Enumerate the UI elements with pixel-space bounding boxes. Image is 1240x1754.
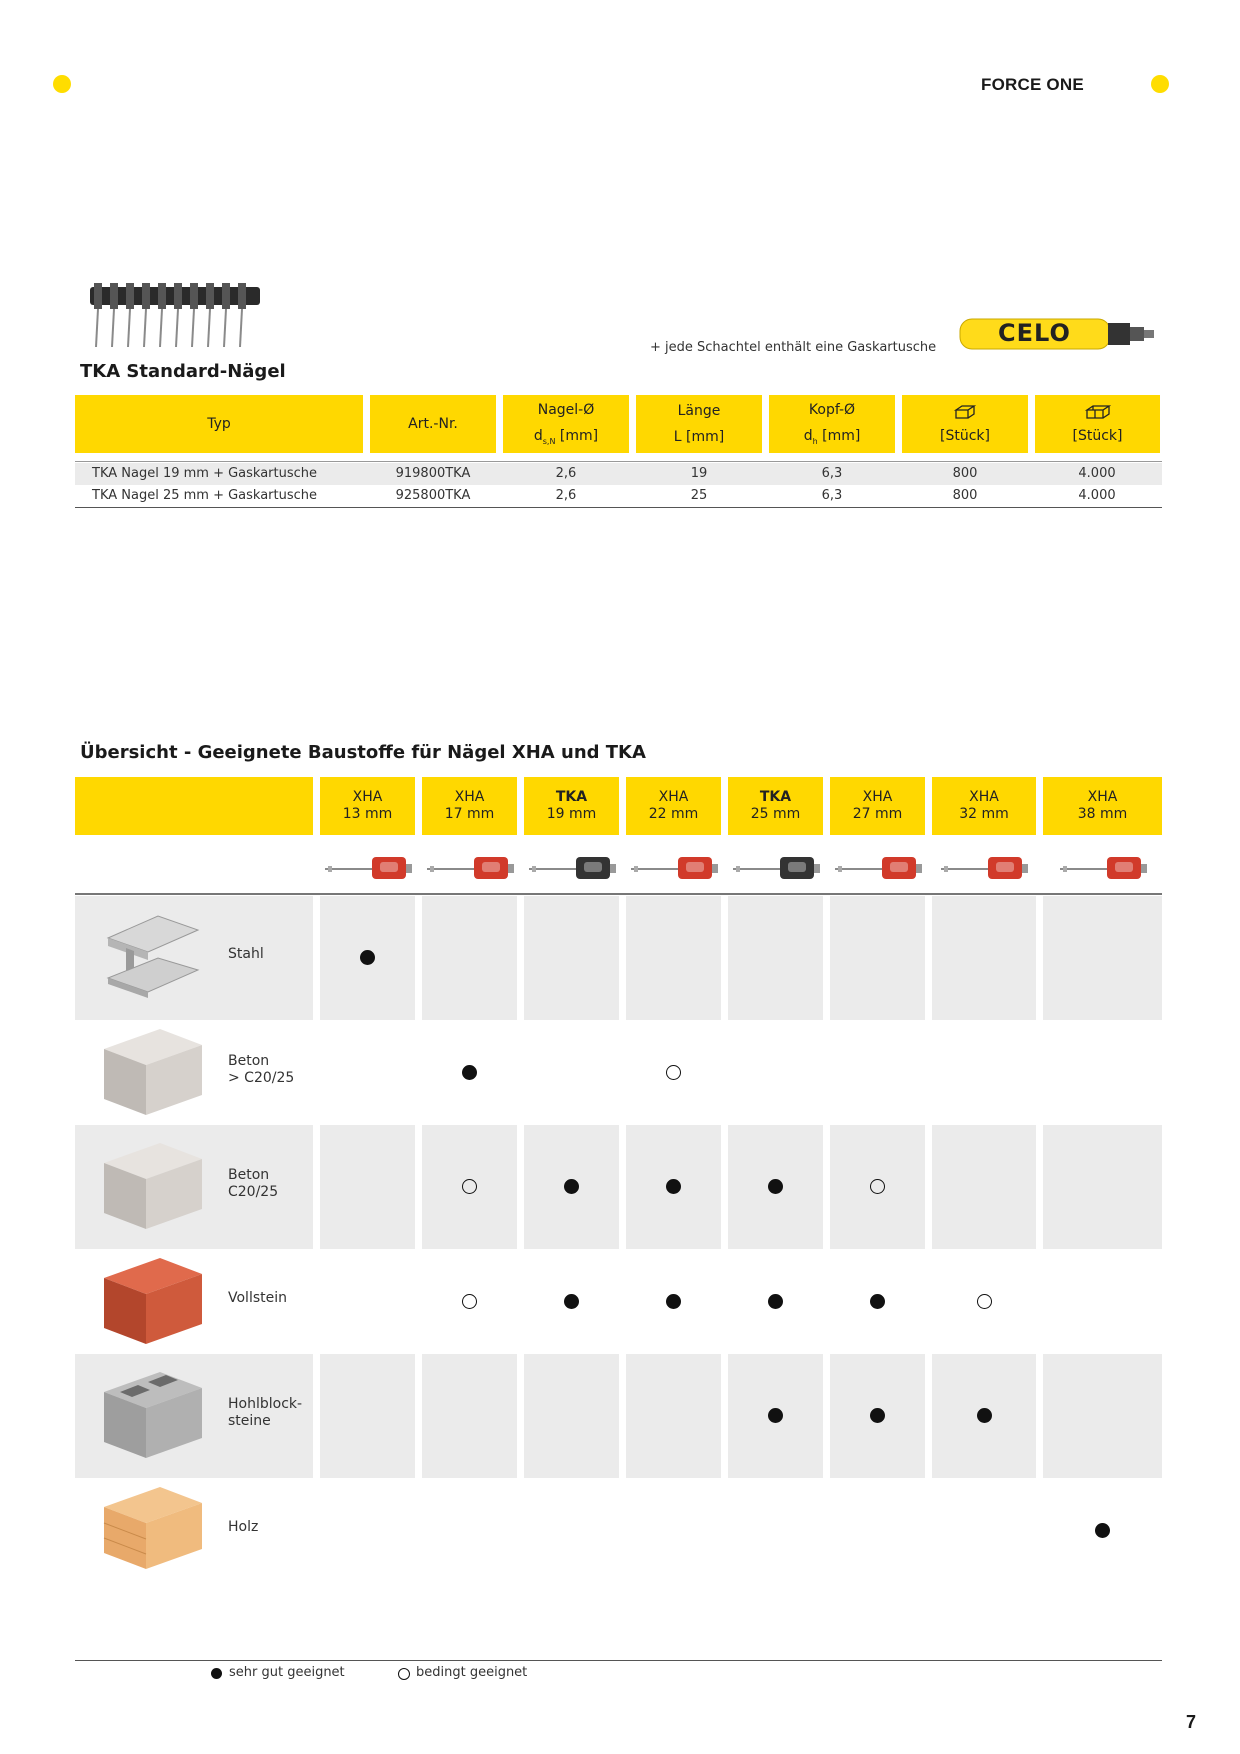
cell-band <box>728 896 823 1020</box>
legend-full-dot <box>211 1668 222 1679</box>
col-typ <box>75 395 363 453</box>
col-laenge-label: Länge <box>677 403 721 419</box>
nail-header-0 <box>320 777 415 835</box>
material-name: Beton <box>228 1052 270 1069</box>
nail-icon <box>526 852 618 882</box>
carton-stack-icon <box>1085 404 1111 420</box>
material-header-cell <box>75 777 313 835</box>
nail-size-label: 27 mm <box>852 806 903 822</box>
cell-band <box>932 896 1036 1020</box>
nail-size-label: 13 mm <box>342 806 393 822</box>
col-box <box>902 395 1028 453</box>
material-label <box>228 1519 258 1536</box>
rating-half-dot <box>462 1294 477 1309</box>
nail-size-label: 17 mm <box>444 806 495 822</box>
concrete-block-icon <box>98 1023 206 1119</box>
legend-full-label: sehr gut geeignet <box>229 1665 345 1680</box>
wood-icon <box>98 1481 206 1577</box>
nail-header-3 <box>626 777 721 835</box>
material-name: Stahl <box>228 946 264 962</box>
rating-full-dot <box>1095 1523 1110 1538</box>
cartridge-brand-label: CELO <box>998 319 1071 347</box>
nail-type-label: XHA <box>969 789 999 805</box>
material-name: Beton <box>228 1167 270 1184</box>
col-artnr <box>370 395 496 453</box>
nail-header-1 <box>422 777 517 835</box>
rating-full-dot <box>977 1408 992 1423</box>
yellow-dot-right <box>1151 75 1169 93</box>
col-artnr-label: Art.-Nr. <box>408 416 458 432</box>
matrix-top-line <box>75 893 1162 895</box>
material-label <box>228 946 264 963</box>
rating-full-dot <box>768 1294 783 1309</box>
hollow-block-icon <box>98 1366 206 1462</box>
nail-type-label: XHA <box>454 789 485 805</box>
rating-half-dot <box>666 1065 681 1080</box>
nail-size-label: 32 mm <box>959 806 1009 822</box>
row-value-cell: 919800TKA <box>395 466 471 481</box>
nail-strip-image <box>88 283 268 351</box>
page-number: 7 <box>1186 1712 1197 1732</box>
nail-header-4 <box>728 777 823 835</box>
nail-header-7 <box>1043 777 1162 835</box>
material-label <box>228 1053 294 1087</box>
nail-type-label: TKA <box>759 789 792 805</box>
yellow-dot-left <box>53 75 71 93</box>
cell-band <box>524 1354 619 1478</box>
cell-band <box>830 896 925 1020</box>
row-value-cell: 800 <box>952 488 978 503</box>
nail-size-label: 25 mm <box>750 806 801 822</box>
rating-full-dot <box>666 1294 681 1309</box>
cell-band <box>932 1125 1036 1249</box>
cell-band <box>422 896 517 1020</box>
row-value-cell: 4.000 <box>1078 466 1116 481</box>
gas-cartridge-image <box>958 315 1158 353</box>
row-value-cell: 19 <box>690 466 708 481</box>
rating-half-dot <box>977 1294 992 1309</box>
section1-title: TKA Standard-Nägel <box>80 361 286 382</box>
cell-band <box>320 1125 415 1249</box>
nail-icon <box>938 852 1030 882</box>
nail-type-label: XHA <box>352 789 383 805</box>
col-nagel-unit: $d_{s,N}$ [mm] <box>533 428 599 446</box>
nail-type-label: XHA <box>658 789 689 805</box>
cell-band <box>1043 1354 1162 1478</box>
matrix-bottom-line <box>75 1660 1162 1661</box>
rating-full-dot <box>360 950 375 965</box>
cell-band <box>422 1354 517 1478</box>
col-box-unit: [Stück] <box>940 428 990 444</box>
section2-title: Übersicht - Geeignete Baustoffe für Nägel XHA und TKA <box>80 742 646 763</box>
row-value-cell: 2,6 <box>555 466 577 481</box>
table-top-line <box>75 461 1162 462</box>
row-value-cell: 4.000 <box>1078 488 1116 503</box>
table-bottom-line <box>75 507 1162 508</box>
nail-size-label: 19 mm <box>546 806 597 822</box>
cell-band <box>524 896 619 1020</box>
cell-band <box>1043 896 1162 1020</box>
col-carton-unit: [Stück] <box>1072 428 1123 444</box>
nail-icon <box>322 852 414 882</box>
legend-half-label: bedingt geeignet <box>416 1665 528 1680</box>
gas-cartridge-note: + jede Schachtel enthält eine Gaskartusche <box>650 340 937 355</box>
col-kopf-unit: $d_h$ [mm] <box>803 428 861 446</box>
material-label <box>228 1290 287 1307</box>
rating-full-dot <box>462 1065 477 1080</box>
material-name-line2: steine <box>228 1413 271 1430</box>
nail-header-6 <box>932 777 1036 835</box>
legend-half-dot <box>398 1668 410 1680</box>
row-type-cell: TKA Nagel 25 mm + Gaskartusche <box>92 488 318 503</box>
nail-size-label: 22 mm <box>648 806 699 822</box>
col-nagel <box>503 395 629 453</box>
nail-type-label: TKA <box>555 789 588 805</box>
row-value-cell: 925800TKA <box>395 488 471 503</box>
cell-band <box>1043 1125 1162 1249</box>
nail-icon <box>1057 852 1149 882</box>
nail-size-label: 38 mm <box>1077 806 1128 822</box>
nail-icon <box>424 852 516 882</box>
col-laenge <box>636 395 762 453</box>
steel-beam-icon <box>98 908 206 1004</box>
col-typ-label: Typ <box>207 416 231 432</box>
nail-header-2 <box>524 777 619 835</box>
col-carton <box>1035 395 1160 453</box>
row-value-cell: 6,3 <box>821 488 843 503</box>
material-name: Hohlblock- <box>228 1396 303 1413</box>
row-value-cell: 2,6 <box>555 488 577 503</box>
nail-icon <box>628 852 720 882</box>
nail-icon <box>730 852 822 882</box>
cell-band <box>626 1354 721 1478</box>
row-value-cell: 800 <box>952 466 978 481</box>
material-name-line2: C20/25 <box>228 1184 279 1201</box>
material-label <box>228 1167 278 1201</box>
box-icon <box>954 404 976 420</box>
cell-band <box>320 1354 415 1478</box>
brand-title: FORCE ONE <box>981 75 1084 94</box>
col-laenge-unit: L [mm] <box>673 429 725 445</box>
row-value-cell: 25 <box>690 488 708 503</box>
cell-band <box>626 896 721 1020</box>
material-name: Vollstein <box>228 1289 287 1306</box>
col-nagel-label: Nagel-Ø <box>537 402 595 419</box>
nail-icon <box>832 852 924 882</box>
brick-icon <box>98 1252 206 1348</box>
concrete-block-icon <box>98 1137 206 1233</box>
nail-type-label: XHA <box>862 789 893 805</box>
row-type-cell: TKA Nagel 19 mm + Gaskartusche <box>92 466 318 481</box>
col-kopf-label: Kopf-Ø <box>808 402 856 419</box>
nail-header-5 <box>830 777 925 835</box>
row-value-cell: 6,3 <box>821 466 843 481</box>
nail-type-label: XHA <box>1087 789 1118 805</box>
material-name: Holz <box>228 1519 259 1535</box>
material-label <box>228 1396 302 1430</box>
material-name-line2: > C20/25 <box>228 1069 295 1086</box>
col-kopf <box>769 395 895 453</box>
rating-full-dot <box>564 1294 579 1309</box>
rating-full-dot <box>870 1294 885 1309</box>
